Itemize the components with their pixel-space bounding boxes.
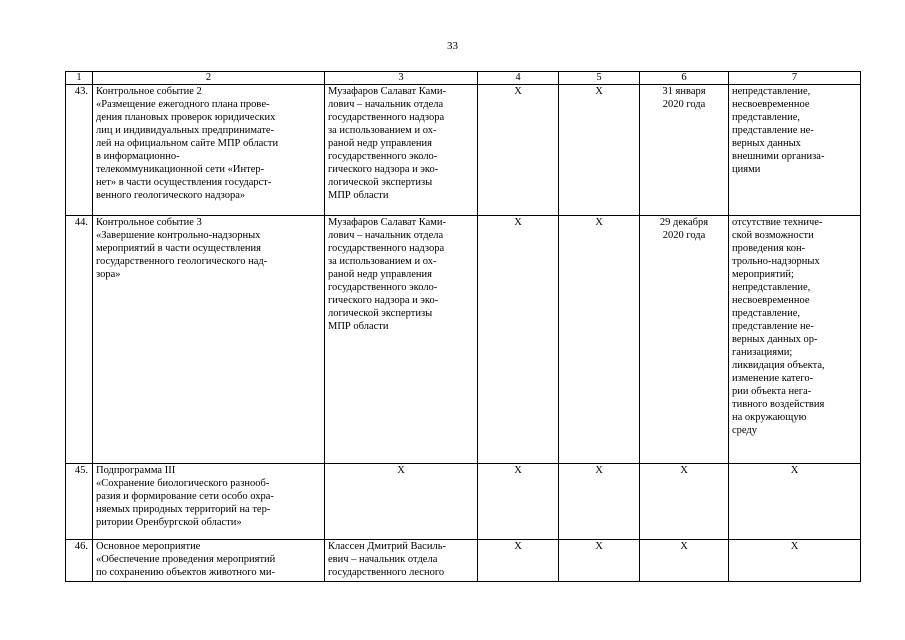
- risks-cell: непредставление, несвоевременное представление, представление не- верных данных внешними организа- циями: [729, 85, 861, 216]
- row-number: 44.: [66, 216, 93, 464]
- header-col-2: 2: [93, 72, 325, 85]
- date-cell: 29 декабря 2020 года: [640, 216, 729, 464]
- event-cell: Контрольное событие 3 «Завершение контрольно-надзорных мероприятий в части осуществления государственного геологического над- зора»: [93, 216, 325, 464]
- risks-cell: отсутствие техниче- ской возможности проведения кон- трольно-надзорных мероприятий; непредставление, несвоевременное представление, представление не- верных данных ор- ганизациями; ликвидация объекта, изменение катего- рии объекта нега- тивного воздействия на окружающую среду: [729, 216, 861, 464]
- page-number: 33: [447, 40, 458, 52]
- header-col-5: 5: [559, 72, 640, 85]
- table-row: [66, 216, 861, 464]
- col5-cell: Х: [559, 540, 640, 582]
- risks-cell: Х: [729, 464, 861, 540]
- date-cell: Х: [640, 540, 729, 582]
- col5-cell: Х: [559, 85, 640, 216]
- col4-cell: Х: [478, 216, 559, 464]
- control-events-table: [65, 71, 861, 582]
- col4-cell: Х: [478, 85, 559, 216]
- col4-cell: Х: [478, 540, 559, 582]
- table-row: [66, 85, 861, 216]
- table-row: [66, 464, 861, 540]
- date-cell: 31 января 2020 года: [640, 85, 729, 216]
- event-cell: Основное мероприятие «Обеспечение проведения мероприятий по сохранению объектов животного ми-: [93, 540, 325, 582]
- event-cell: Контрольное событие 2 «Размещение ежегодного плана прове- дения плановых проверок юридических лиц и индивидуальных предпринимате- лей на официальном сайте МПР области в информационно- телекоммуникационной сети «Интер- нет» в части осуществления государст- венного геологического надзора»: [93, 85, 325, 216]
- responsible-cell: Музафаров Салават Ками- лович – начальник отдела государственного надзора за использованием и ох- раной недр управления государственного эколо- гического надзора и эко- логической экспертизы МПР области: [325, 216, 478, 464]
- header-col-3: 3: [325, 72, 478, 85]
- responsible-cell: Классен Дмитрий Василь- евич – начальник отдела государственного лесного: [325, 540, 478, 582]
- table-header-row: [66, 72, 861, 85]
- event-cell: Подпрограмма III «Сохранение биологического разнооб- разия и формирование сети особо охра- няемых природных территорий на тер- ритории Оренбургской области»: [93, 464, 325, 540]
- date-cell: Х: [640, 464, 729, 540]
- row-number: 46.: [66, 540, 93, 582]
- col5-cell: Х: [559, 464, 640, 540]
- col5-cell: Х: [559, 216, 640, 464]
- table-row: [66, 540, 861, 582]
- row-number: 45.: [66, 464, 93, 540]
- header-col-6: 6: [640, 72, 729, 85]
- header-col-4: 4: [478, 72, 559, 85]
- risks-cell: Х: [729, 540, 861, 582]
- responsible-cell: Музафаров Салават Ками- лович – начальник отдела государственного надзора за использованием и ох- раной недр управления государственного эколо- гического надзора и эко- логической экспертизы МПР области: [325, 85, 478, 216]
- col4-cell: Х: [478, 464, 559, 540]
- responsible-cell: Х: [325, 464, 478, 540]
- row-number: 43.: [66, 85, 93, 216]
- header-col-7: 7: [729, 72, 861, 85]
- header-col-1: 1: [66, 72, 93, 85]
